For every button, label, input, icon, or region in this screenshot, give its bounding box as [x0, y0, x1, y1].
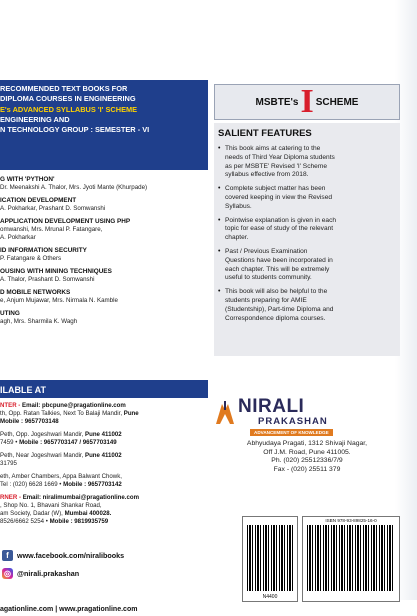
book-title: UTING [0, 310, 20, 317]
instagram-handle: @nirali.prakashan [17, 568, 80, 578]
book-title: D MOBILE NETWORKS [0, 289, 71, 296]
address-text: Tel : (020) 6628 1669 • [0, 481, 64, 488]
feature-line: each chapter. This will be extremely [225, 265, 330, 273]
feature-line: (Studentship), Part-time Diploma and [225, 305, 334, 313]
publisher-tagline: ADVANCEMENT OF KNOWLEDGE [250, 429, 333, 436]
address-phone: Mobile : 9819935759 [49, 518, 109, 525]
book-title: APPLICATION DEVELOPMENT USING PHP [0, 218, 131, 225]
address-city: Pune [123, 410, 139, 417]
feature-line: This book aims at catering to the [225, 145, 321, 152]
book-item [0, 247, 208, 263]
feature-line: useful to students community. [225, 274, 312, 282]
book-list [0, 176, 208, 331]
outlet-email: Email: pbcpune@pragationline.com [22, 402, 126, 409]
barcode-bars [247, 525, 293, 591]
address-text: Peth, Opp. Jogeshwari Mandir, [0, 431, 86, 438]
address-line [0, 431, 208, 439]
bullet-icon: • [218, 185, 221, 193]
bullet-icon: • [218, 145, 221, 152]
address-city: Pune 411002 [85, 431, 122, 438]
nirali-pen-icon [214, 400, 236, 426]
publisher-subname: PRAKASHAN [258, 416, 328, 427]
book-authors: A. Thalor, Prashant D. Somwanshi [0, 276, 95, 283]
address-phone: Mobile : 9657703148 [0, 418, 59, 425]
outlet-address [0, 452, 208, 468]
address-text: 8526/6662 5254 • [0, 518, 50, 525]
isbn-barcode [302, 516, 400, 602]
book-item [0, 268, 208, 284]
left-column [0, 80, 208, 613]
address-line [0, 481, 208, 489]
header-line-4: ENGINEERING AND [0, 114, 70, 124]
barcode-area [242, 516, 400, 604]
header-line-1: RECOMMENDED TEXT BOOKS FOR [0, 84, 128, 93]
product-code-barcode [242, 516, 298, 602]
feature-item [218, 145, 396, 180]
book-authors: Dr. Meenakshi A. Thalor, Mrs. Jyoti Mante (Khurpade) [0, 184, 148, 191]
feature-line: as per MSBTE' Revised 'I' Scheme [225, 162, 327, 170]
book-authors: e, Anjum Mujawar, Mrs. Nirmala N. Kamble [0, 297, 118, 304]
book-authors-cont: A. Pokharkar [0, 234, 36, 241]
address-line [0, 473, 208, 481]
feature-item [218, 288, 396, 323]
instagram-icon: ◎ [2, 568, 13, 579]
publisher-address-line: Off J.M. Road, Pune 411005. [263, 448, 351, 456]
address-line [0, 518, 208, 526]
address-line [0, 418, 208, 426]
book-title: G WITH 'PYTHON' [0, 176, 55, 183]
bullet-icon: • [218, 247, 221, 255]
book-authors: A. Pokharkar, Prashant D. Somwanshi [0, 205, 106, 212]
feature-line: Questions have been incorporated in [225, 256, 333, 264]
header-line-5: N TECHNOLOGY GROUP : SEMESTER - VI [0, 125, 150, 135]
feature-text [225, 185, 332, 211]
header-line-2: DIPLOMA COURSES IN ENGINEERING [0, 94, 136, 104]
feature-item [218, 185, 396, 211]
feature-line: Complete subject matter has been [225, 185, 326, 193]
recommended-books-header [0, 80, 208, 170]
isbn-label: ISBN 978-93-89825-16-0 [325, 518, 377, 523]
feature-line: Correspondence diploma courses. [225, 314, 326, 322]
feature-text [225, 145, 335, 180]
address-line [0, 402, 208, 410]
feature-line: covered keeping in view the Revised [225, 193, 333, 201]
address-city: Pune 411002 [85, 452, 122, 459]
instagram-row[interactable] [0, 566, 208, 580]
publisher-name: NIRALI [238, 396, 305, 417]
feature-line: chapter. [225, 234, 249, 242]
book-authors: agh, Mrs. Sharmila K. Wagh [0, 318, 78, 325]
outlet-address-list [0, 402, 208, 531]
feature-item [218, 217, 396, 243]
scheme-banner [214, 84, 400, 120]
feature-line: students preparing for AMIE [225, 296, 307, 304]
address-text: am Society, Dadar (W), [0, 510, 65, 517]
facebook-row[interactable] [0, 548, 208, 562]
book-item [0, 176, 208, 192]
address-line [0, 460, 208, 468]
address-line [0, 502, 208, 510]
feature-line: Syllabus. [225, 202, 252, 210]
address-line [0, 452, 208, 460]
book-item [0, 218, 208, 242]
right-column [214, 84, 400, 600]
address-line [0, 439, 208, 447]
feature-line: needs of Third Year Diploma students [225, 153, 335, 161]
scheme-letter: I [300, 83, 314, 120]
available-at-bar [0, 380, 208, 398]
book-authors: omwanshi, Mrs. Mrunal P. Fatangare, [0, 226, 103, 233]
outlet-name: RNER - [0, 494, 23, 501]
book-title: ID INFORMATION SECURITY [0, 247, 87, 254]
salient-features-title: SALIENT FEATURES [218, 128, 312, 139]
features-list [218, 145, 396, 328]
outlet-address [0, 473, 208, 489]
book-title: OUSING WITH MINING TECHNIQUES [0, 268, 112, 275]
address-phone: Mobile : 9657703147 / 9657703149 [19, 439, 117, 446]
feature-line: Pointwise explanation is given in each [225, 216, 337, 224]
book-item [0, 289, 208, 305]
outlet-email: Email: niralimumbai@pragationline.com [22, 494, 140, 501]
address-text: th, Opp. Ratan Talkies, Next To Balaji Mandir, [0, 410, 124, 417]
feature-line: This book will also be helpful to the [225, 288, 328, 296]
feature-item [218, 248, 396, 283]
address-line [0, 510, 208, 518]
outlet-name: NTER - [0, 402, 23, 409]
feature-text [225, 248, 333, 283]
facebook-icon: f [2, 550, 13, 561]
bullet-icon: • [218, 216, 221, 224]
bullet-icon: • [218, 288, 221, 296]
feature-line: topic for ease of study of the relevant [225, 225, 334, 233]
publisher-phone: Ph. (020) 25512336/7/9 [271, 457, 343, 465]
book-item [0, 310, 208, 326]
available-at-label: ILABLE AT [0, 385, 46, 395]
publisher-address [214, 440, 400, 474]
address-text: Peth, Near Jogeshwari Mandir, [0, 452, 86, 459]
outlet-address [0, 431, 208, 447]
address-city: Mumbai 400028. [64, 510, 112, 517]
product-code: N4400 [262, 594, 278, 600]
barcode-bars [307, 525, 395, 591]
address-phone: Mobile : 9657703142 [63, 481, 122, 488]
website-link[interactable]: agationline.com | www.pragationline.com [0, 606, 138, 613]
address-text: 31795 [0, 460, 17, 467]
feature-line: syllabus effective from 2018. [225, 171, 309, 179]
salient-features-box [214, 123, 400, 356]
publisher-address-line: Abhyudaya Pragati, 1312 Shivaji Nagar, [246, 440, 368, 447]
feature-text [225, 288, 333, 323]
scheme-suffix: SCHEME [315, 96, 359, 108]
feature-line: Past / Previous Examination [225, 247, 308, 255]
address-line [0, 410, 208, 418]
address-text: , Shop No. 1, Bhavani Shankar Road, [0, 502, 102, 509]
outlet-address [0, 494, 208, 526]
feature-text [225, 217, 336, 243]
publisher-fax: Fax - (020) 25511 379 [273, 465, 341, 473]
outlet-address [0, 402, 208, 426]
address-text: eth, Amber Chambers, Appa Balwant Chowk, [0, 473, 122, 480]
scheme-prefix: MSBTE's [255, 96, 299, 108]
header-line-3: E's ADVANCED SYLLABUS 'I' SCHEME [0, 104, 138, 114]
address-text: 7459 • [0, 439, 20, 446]
book-item [0, 197, 208, 213]
book-authors: P. Fatangare & Others [0, 255, 62, 262]
book-title: ICATION DEVELOPMENT [0, 197, 77, 204]
facebook-url: www.facebook.com/niralibooks [17, 550, 125, 560]
address-line [0, 494, 208, 502]
